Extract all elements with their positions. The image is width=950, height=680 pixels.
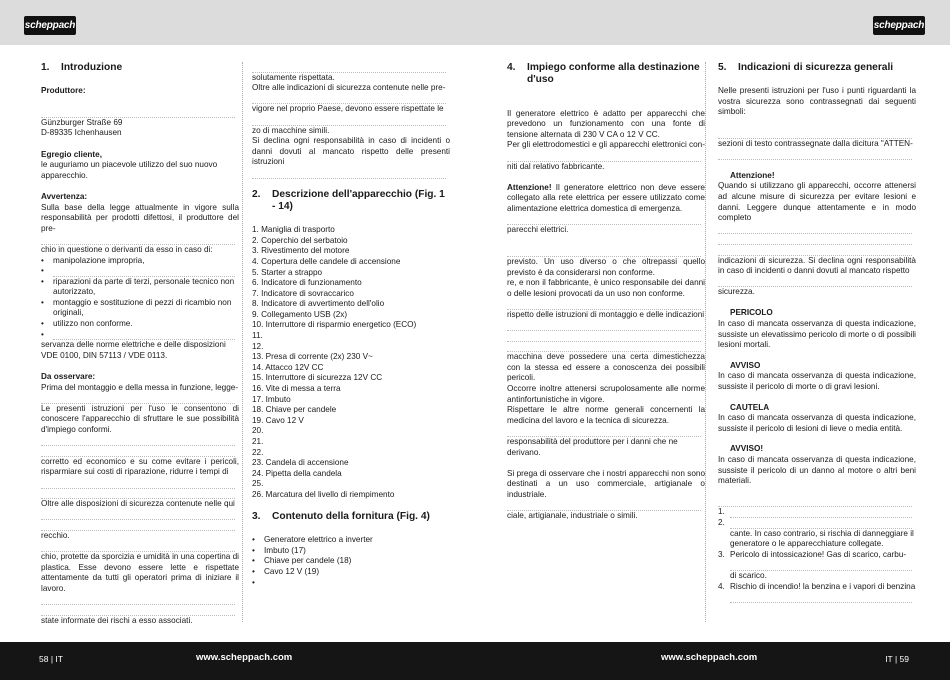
part-item: 2. Coperchio del serbatoio [252, 235, 348, 245]
note-text: Oltre alle disposizioni di sicurezza contenute nelle qui [41, 499, 235, 509]
note-text: state informate dei rischi a esso associati. [41, 615, 193, 625]
greeting-label: Egregio cliente, [41, 149, 102, 159]
illegible-line [41, 520, 235, 531]
note-label: Da osservare: [41, 372, 96, 382]
column-2 [252, 62, 450, 588]
part-item: 6. Indicatore di funzionamento [252, 278, 362, 288]
column-divider [242, 62, 243, 622]
illegible-line [41, 107, 235, 118]
illegible-line [718, 497, 912, 508]
body-text: vigore nel proprio Paese, devono essere rispettate le [252, 104, 444, 114]
body-text: zo di macchine simili. [252, 125, 330, 135]
illegible-line [507, 501, 701, 512]
page-number-right: IT | 59 [885, 654, 909, 664]
supply-item: • Imbuto (17) [252, 545, 306, 555]
body-text: parecchi elettrici. [507, 225, 569, 235]
part-item: 13. Presa di corrente (2x) 230 V~ [252, 352, 373, 362]
warning-block [718, 444, 916, 486]
warning-block [718, 308, 916, 350]
part-item: 14. Attacco 12V CC [252, 362, 324, 372]
warning-label: CAUTELA [730, 402, 770, 412]
part-item: 1. Maniglia di trasporto [252, 225, 335, 235]
warning-text: In caso di mancata osservanza di questa indicazione, sussiste il pericolo di un danno al motore o altri beni materiali. [718, 455, 916, 486]
note-text: Prima del montaggio e della messa in funzione, legge- [41, 382, 239, 392]
supply-item: • Generatore elettrico a inverter [252, 535, 373, 545]
note-text: chio, protette da sporcizia e umidità in una copertina di plastica. Esse devono essere lette e rispettate attentamente da tutti gli operatori prima di iniziare il lavoro. [41, 552, 239, 593]
column-divider [705, 62, 706, 622]
list-item: • [41, 266, 239, 277]
header-bar [0, 0, 950, 45]
address-line: Günzburger Straße 69 [41, 117, 123, 127]
numbered-item-text: cante. In caso contrario, si rischia di danneggiare il generatore o le apparecchiature collegate. [730, 528, 914, 549]
numbered-item-text [718, 560, 916, 571]
warning-label: Avvertenza: [41, 191, 88, 201]
part-item: 8. Indicatore di avvertimento dell'olio [252, 299, 385, 309]
part-item: 21. [252, 437, 264, 446]
illegible-line [41, 542, 235, 553]
body-text: Rispettare le altre norme generali concernenti la medicina del lavoro e la tecnica di sicurezza. [507, 405, 705, 425]
warning-text: chio in questione o derivanti da esso in caso di: [41, 244, 213, 254]
attention-paragraph: Attenzione! Il generatore elettrico non deve essere collegato alla rete elettrica per essere utilizzato come alimentazione elettrica domestica di emergenza. [507, 182, 705, 213]
illegible-line [41, 605, 235, 616]
producer-label: Produttore: [41, 86, 86, 95]
body-text: Oltre alle indicazioni di sicurezza contenute nelle pre- [252, 83, 446, 93]
brand-logo-right: scheppach [873, 16, 925, 35]
supply-item: • [252, 577, 255, 587]
numbered-item: 4. Rischio di incendio! la benzina e i vapori di benzina [718, 581, 916, 591]
part-item: 26. Marcatura del livello di riempimento [252, 489, 395, 499]
part-item: 5. Starter a strappo [252, 267, 323, 277]
part-item: 23. Candela di accensione [252, 458, 349, 468]
warning-label: AVVISO! [730, 444, 764, 454]
illegible-line [41, 489, 235, 500]
part-item: 15. Interruttore di sicurezza 12V CC [252, 373, 383, 383]
supply-list [252, 535, 450, 588]
warning-label: PERICOLO [730, 308, 773, 318]
warning-block [718, 403, 916, 435]
body-text: re, e non il fabbricante, è unico responsabile dei danni o delle lesioni provocati da un uso non conforme. [507, 278, 705, 298]
numbered-item-text: di scarico. [730, 570, 767, 580]
illegible-line [41, 446, 235, 457]
numbered-item-text [718, 592, 916, 603]
numbered-item: 1. [718, 507, 916, 518]
column-4 [718, 62, 916, 603]
body-text: previsto. Un uso diverso o che oltrepassi quello previsto è da considerarsi non conforme. [507, 256, 705, 277]
warning-block [718, 361, 916, 393]
illegible-line [252, 168, 446, 179]
illegible-line [507, 342, 701, 353]
part-item: 16. Vite di messa a terra [252, 384, 341, 394]
illegible-line [507, 331, 701, 342]
part-item: 11. [252, 331, 263, 341]
column-1 [41, 62, 239, 626]
brand-logo-left: scheppach [24, 16, 76, 35]
list-item: • manipolazione impropria, [41, 255, 145, 265]
illegible-line [718, 245, 912, 256]
body-text: Per gli elettrodomestici e gli apparecchi elettronici con- [507, 140, 705, 150]
illegible-line [718, 150, 912, 161]
illegible-line [507, 426, 701, 437]
warning-text: Sulla base della legge attualmente in vigore sulla responsabilità per prodotti difettosi, il produttore del pre- [41, 202, 239, 233]
body-text: sezioni di testo contrassegnate dalla dicitura "ATTEN- [718, 138, 913, 148]
section-heading-1: 1. Introduzione [41, 62, 123, 73]
illegible-line [718, 224, 912, 235]
norms-text: servanza delle norme elettriche e delle disposizioni VDE 0100, DIN 57113 / VDE 0113. [41, 340, 226, 360]
warning-text: In caso di mancata osservanza di questa indicazione, sussiste il pericolo di lesioni di lieve o media entità. [718, 413, 916, 433]
part-item: 19. Cavo 12 V [252, 415, 304, 425]
section-heading-5: 5. Indicazioni di sicurezza generali [718, 62, 894, 73]
note-text: recchio. [41, 530, 70, 540]
body-text: responsabilità del produttore per i danni che ne derivano. [507, 437, 678, 457]
illegible-line [41, 595, 235, 606]
note-text: Le presenti istruzioni per l'uso le consentono di conoscere l'apparecchio di sfruttare le sue possibilità d'impiego conformi. [41, 403, 239, 434]
body-text: sicurezza. [718, 287, 755, 297]
warning-blocks [718, 308, 916, 486]
illegible-line [41, 234, 235, 245]
body-text: niti dal relativo fabbricante. [507, 161, 605, 171]
part-item: 17. Imbuto [252, 394, 291, 404]
illegible-line [252, 94, 446, 105]
list-item: • [41, 330, 239, 341]
illegible-line [718, 234, 912, 245]
footer-bar [0, 642, 950, 680]
body-text: solutamente rispettata. [252, 72, 335, 82]
supply-item: • Cavo 12 V (19) [252, 566, 320, 576]
part-item: 25. [252, 479, 264, 489]
body-text: Nelle presenti istruzioni per l'uso i punti riguardanti la vostra sicurezza sono contrassegnati dai seguenti simboli: [718, 86, 916, 117]
part-item: 9. Collegamento USB (2x) [252, 309, 348, 319]
part-item: 20. [252, 426, 264, 436]
part-item: 10. Interruttore di risparmio energetico (ECO) [252, 320, 417, 330]
illegible-line [41, 393, 235, 404]
illegible-line [507, 151, 701, 162]
list-item: • riparazioni da parte di terzi, personale tecnico non autorizzato, [41, 276, 235, 297]
parts-list [252, 225, 450, 500]
body-text: Occorre inoltre attenersi scrupolosamente alle norme antinfortunistiche in vigore. [507, 384, 705, 404]
column-3 [507, 62, 705, 522]
part-item: 18. Chiave per candele [252, 405, 337, 415]
body-text: rispetto delle istruzioni di montaggio e delle indicazioni [507, 309, 705, 319]
section-heading-3: 3. Contenuto della fornitura (Fig. 4) [252, 511, 430, 523]
part-item: 3. Rivestimento del motore [252, 246, 350, 256]
illegible-line [507, 246, 701, 257]
illegible-line [41, 510, 235, 521]
numbered-item: 2. [718, 518, 916, 529]
part-item: 22. [252, 447, 264, 457]
body-text: Si declina ogni responsabilità in caso di incidenti o danni dovuti al mancato rispetto delle presenti istruzioni [252, 136, 450, 167]
body-text: macchina deve possedere una certa dimestichezza con la stessa ed essere a conoscenza dei possibili pericoli. [507, 352, 705, 383]
list-item: • utilizzo non conforme. [41, 319, 133, 329]
address-line: D-89335 Ichenhausen [41, 128, 122, 138]
body-text: indicazioni di sicurezza. Si declina ogni responsabilità in caso di incidenti o danni dovuti al mancato rispetto [718, 255, 916, 276]
illegible-line [252, 62, 446, 73]
list-item: • montaggio e sostituzione di pezzi di ricambio non originali, [41, 297, 232, 318]
website-link[interactable]: www.scheppach.com [661, 652, 758, 663]
illegible-line [41, 478, 235, 489]
section-heading-4: 4. Impiego conforme alla destinazione d'uso [507, 62, 700, 85]
numbered-item: 3. Pericolo di intossicazione! Gas di scarico, carbu- [718, 549, 907, 559]
body-text: Quando si utilizzano gli apparecchi, occorre attenersi ad alcune misure di sicurezza per evitare lesioni e danni. Leggere dunque attentamente e in modo completo [718, 181, 916, 223]
illegible-line [718, 128, 912, 139]
warning-text: In caso di mancata osservanza di questa indicazione, sussiste un elevatissimo pericolo di morte o di possibili lesioni mortali. [718, 319, 916, 350]
supply-item: • Chiave per candele (18) [252, 556, 352, 566]
body-text: ciale, artigianale, industriale o simili. [507, 511, 638, 521]
note-text: corretto ed economico e su come evitare i pericoli, risparmiare sui costi di riparazione, ridurre i tempi di [41, 456, 239, 477]
illegible-line [507, 299, 701, 310]
part-item: 7. Indicatore di sovraccarico [252, 288, 354, 298]
illegible-line [718, 277, 912, 288]
website-link[interactable]: www.scheppach.com [196, 652, 293, 663]
illegible-line [252, 115, 446, 126]
part-item: 24. Pipetta della candela [252, 468, 342, 478]
attention-label: Attenzione! [730, 170, 775, 180]
illegible-line [507, 320, 701, 331]
section-heading-2: 2. Descrizione dell'apparecchio (Fig. 1 - 14) [252, 189, 445, 213]
part-item: 12. [252, 341, 264, 351]
body-text: Si prega di osservare che i nostri apparecchi non sono destinati a un uso commerciale, artigianale o industriale. [507, 468, 705, 499]
body-text: Il generatore elettrico è adatto per apparecchi che prevedono un funzionamento con una fonte di tensione alternata di 230 V CA o 12 V CC. [507, 108, 705, 139]
illegible-line [507, 215, 701, 226]
illegible-line [41, 436, 235, 447]
warning-text: In caso di mancata osservanza di questa indicazione, sussiste il pericolo di morte o di gravi lesioni. [718, 371, 916, 392]
warning-label: AVVISO [730, 360, 761, 370]
page-number-left: 58 | IT [39, 654, 63, 664]
part-item: 4. Copertura delle candele di accensione [252, 256, 401, 266]
greeting-text: le auguriamo un piacevole utilizzo del suo nuovo apparecchio. [41, 160, 218, 180]
